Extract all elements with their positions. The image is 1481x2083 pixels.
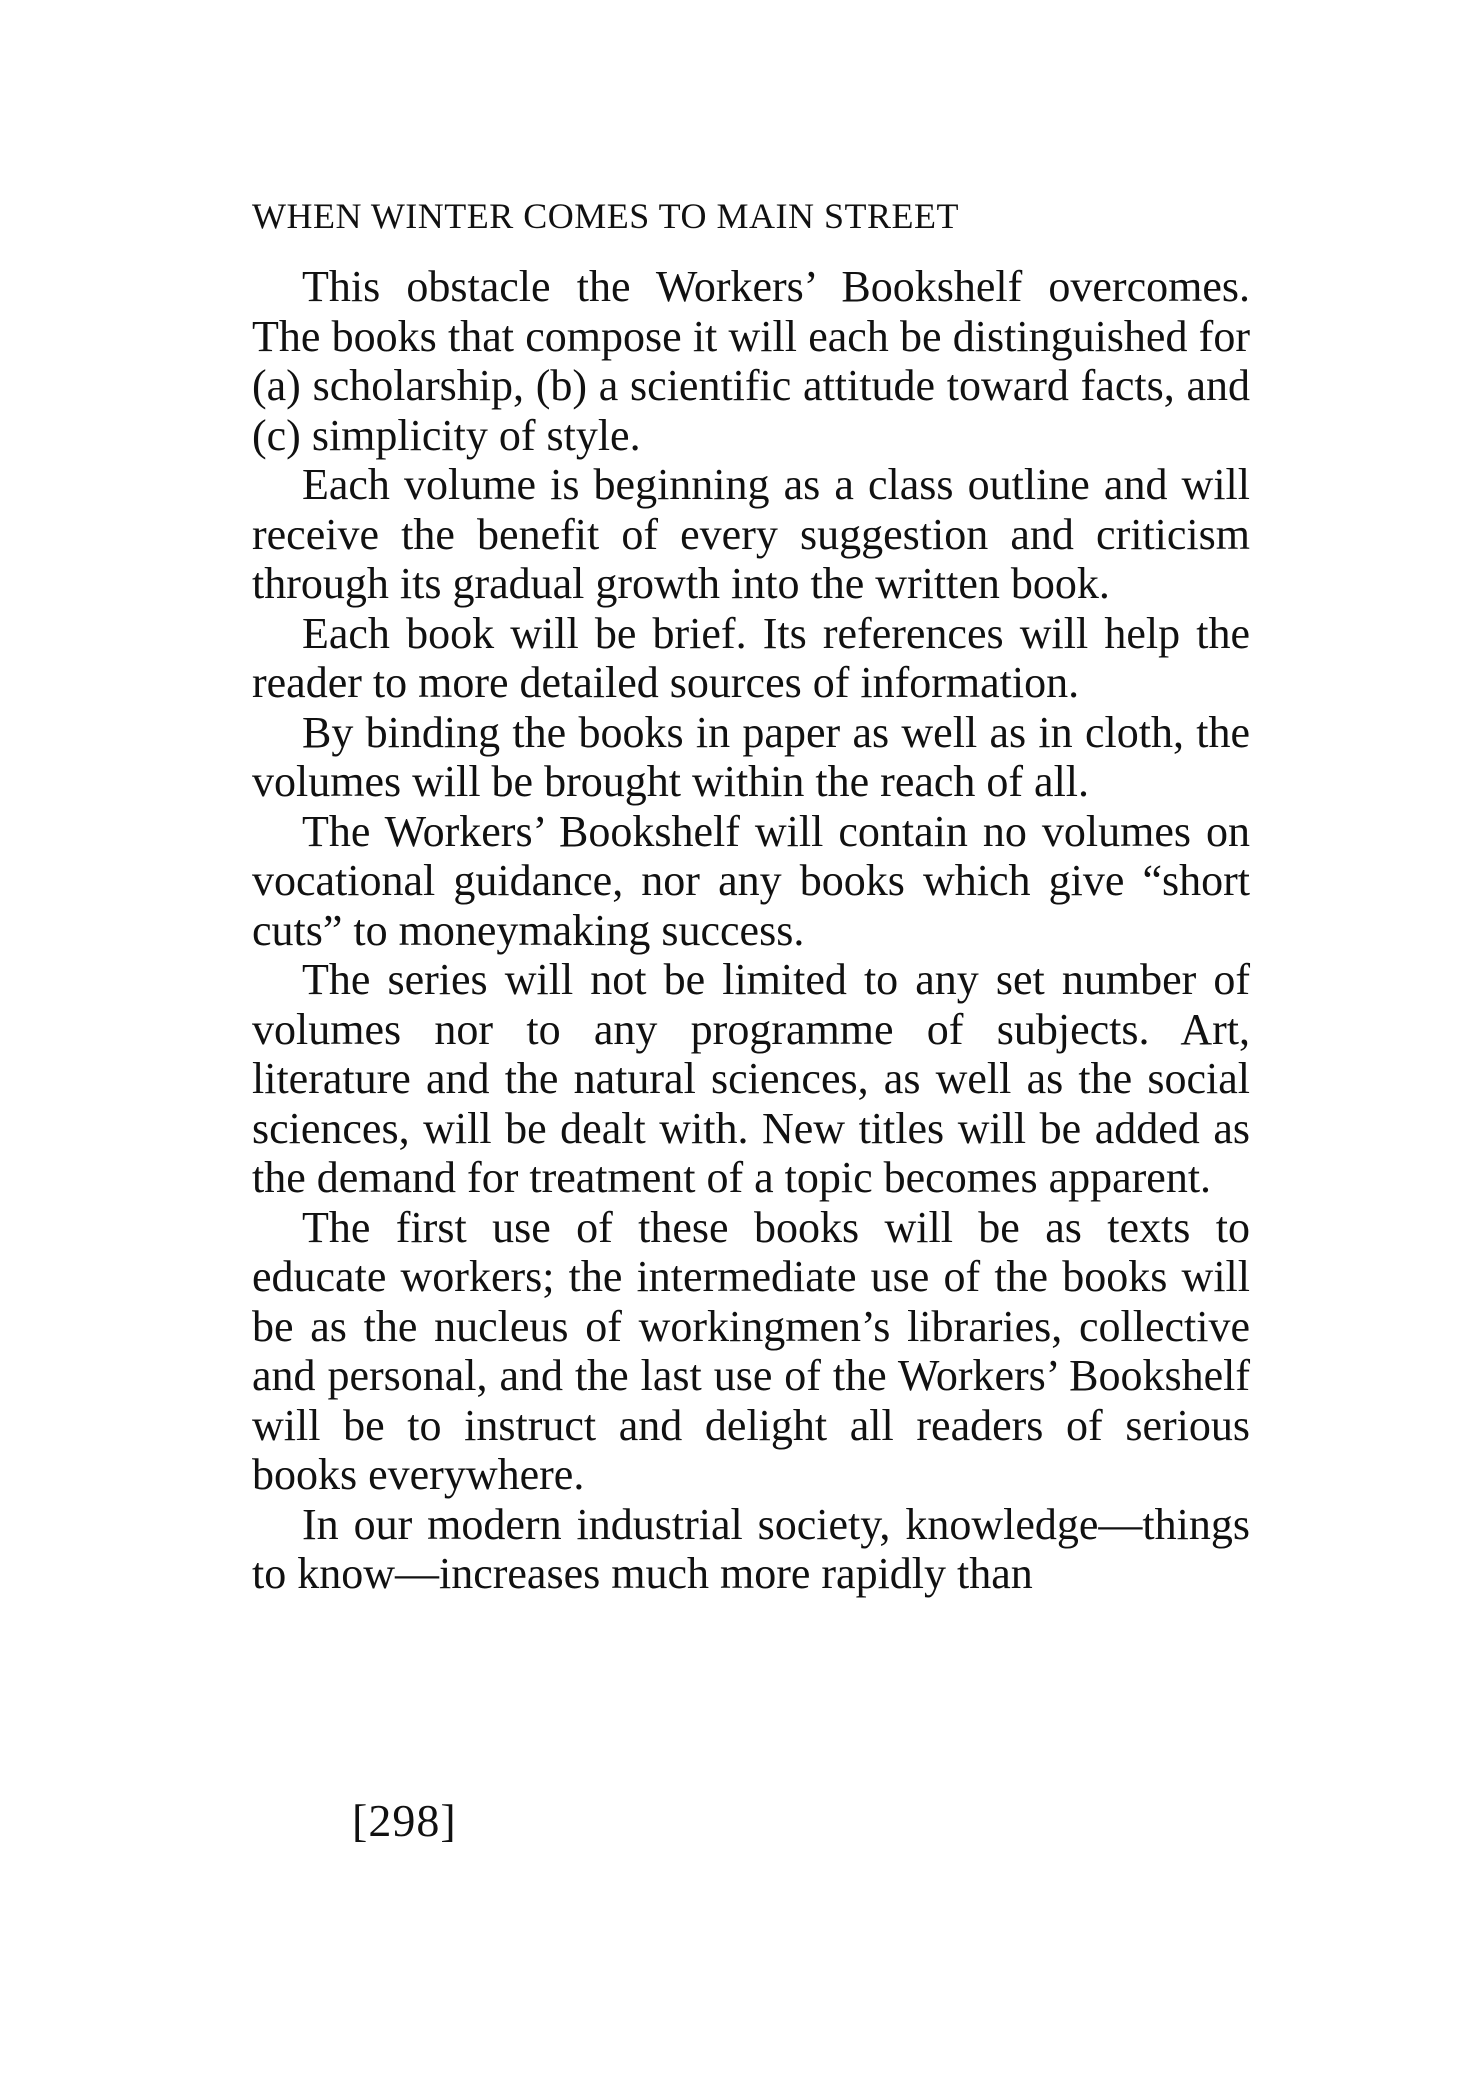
body-text (252, 262, 1250, 1599)
paragraph: By binding the books in paper as well as in cloth, the volumes will be brought within the reach of all. (252, 707, 1250, 806)
paragraph: The Workers’ Bookshelf will contain no volumes on vocational guidance, nor any books which give “short cuts” to moneymaking success. (252, 806, 1250, 955)
page-number: [298] (352, 1795, 457, 1846)
paragraph: This obstacle the Workers’ Bookshelf overcomes. The books that compose it will each be distinguished for (a) scholarship, (b) a scientific attitude toward facts, and (c) simplicity of style. (252, 262, 1250, 460)
paragraph: Each book will be brief. Its references will help the reader to more detailed sources of information. (252, 608, 1250, 707)
paragraph: The first use of these books will be as texts to educate workers; the intermediate use of the books will be as the nucleus of workingmen’s libraries, collective and personal, and the last use of the Workers’ Bookshelf will be to instruct and delight all readers of serious books everywhere. (252, 1202, 1250, 1499)
running-head: WHEN WINTER COMES TO MAIN STREET (252, 196, 959, 236)
paragraph: Each volume is beginning as a class outline and will receive the benefit of every suggestion and criticism through its gradual growth into the written book. (252, 460, 1250, 608)
paragraph: The series will not be limited to any set number of volumes nor to any programme of subjects. Art, literature and the natural sciences, as well as the social sciences, will be dealt with. New titles will be added as the demand for treatment of a topic becomes apparent. (252, 955, 1250, 1202)
paragraph: In our modern industrial society, knowledge—things to know—increases much more rapidly than (252, 1499, 1250, 1598)
